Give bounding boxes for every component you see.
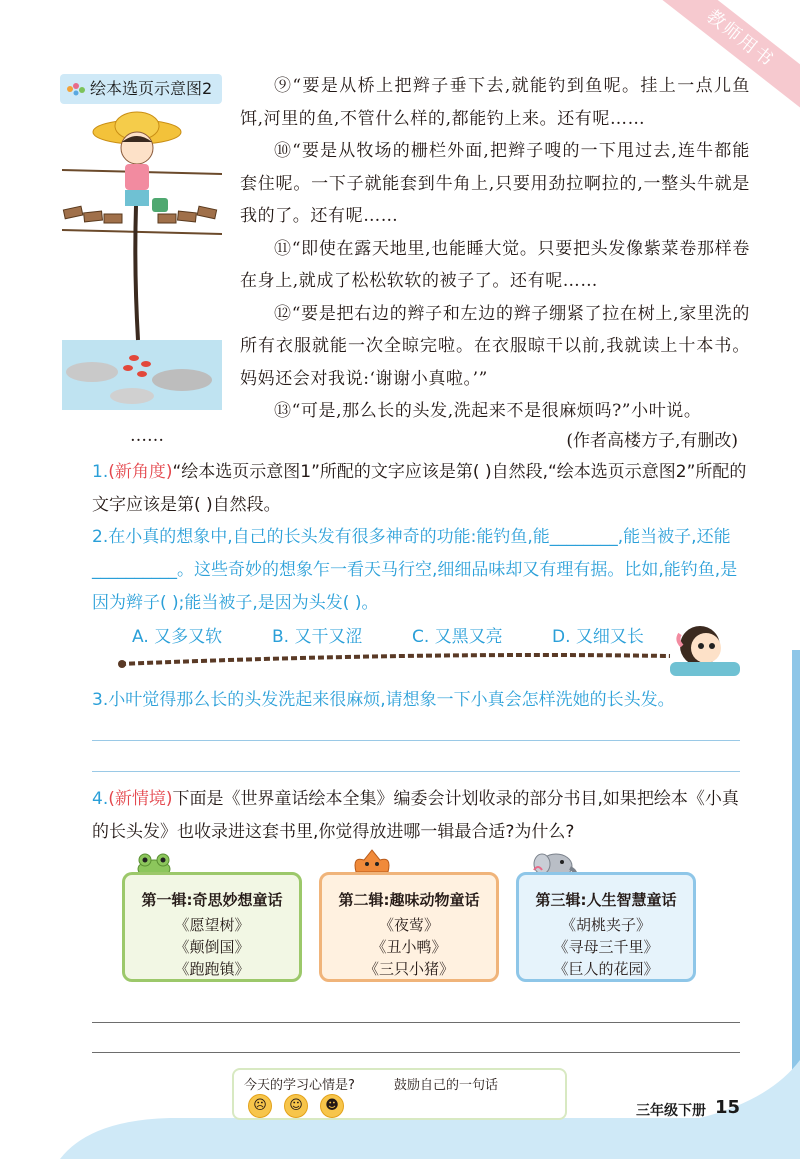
question-3-text: 小叶觉得那么长的头发洗起来很麻烦,请想象一下小真会怎样洗她的长头发。 bbox=[108, 690, 675, 710]
question-4-text: 下面是《世界童话绘本全集》编委会计划收录的部分书目,如果把绘本《小真的长头发》也收录进这套书里,你觉得放进哪一辑最合适?为什么? bbox=[92, 789, 739, 842]
question-1-number: 1. bbox=[92, 462, 109, 482]
palette-dots-icon bbox=[66, 82, 86, 96]
question-4-number: 4. bbox=[92, 789, 109, 809]
collection-2-book-3: 《三只小猪》 bbox=[363, 960, 454, 978]
mood-box bbox=[232, 1068, 567, 1120]
question-2-text: 在小真的想象中,自己的长头发有很多神奇的功能:能钓鱼,能________,能当被子,还能__________。这些奇妙的想象乍一看天马行空,细细品味却又有理有据。比如,能钓鱼,是因为辫子( );能当被子,是因为头发( )。 bbox=[92, 527, 738, 613]
collection-1-title: 第一辑:奇思妙想童话 bbox=[141, 891, 283, 909]
question-1 bbox=[92, 456, 752, 522]
answer-line-q3-2[interactable] bbox=[92, 771, 740, 772]
answer-line-q4-1[interactable] bbox=[92, 1022, 740, 1023]
collection-box-1 bbox=[122, 872, 302, 982]
collection-3-book-3: 《巨人的花园》 bbox=[553, 960, 659, 978]
answer-line-q4-2[interactable] bbox=[92, 1052, 740, 1053]
source-credit: (作者高楼方子,有删改) bbox=[566, 431, 738, 451]
grade-label: 三年级下册 bbox=[636, 1103, 706, 1119]
figure-caption-text: 绘本选页示意图2 bbox=[90, 79, 213, 98]
option-b[interactable]: B. 又干又涩 bbox=[272, 627, 363, 647]
story-text bbox=[240, 70, 750, 428]
story-paragraph-9: ⑨“要是从桥上把辫子垂下去,就能钓到鱼呢。挂上一点儿鱼饵,河里的鱼,不管什么样的,都能钓上来。还有呢…… bbox=[240, 76, 750, 129]
collection-box-2 bbox=[319, 872, 499, 982]
girl-on-bridge-illustration bbox=[62, 110, 222, 410]
question-4 bbox=[92, 783, 752, 849]
option-d[interactable]: D. 又细又长 bbox=[552, 627, 644, 647]
collection-1-book-1: 《愿望树》 bbox=[174, 916, 250, 934]
question-2 bbox=[92, 521, 752, 620]
happy-face-icon[interactable]: ☻ bbox=[320, 1094, 344, 1118]
collection-1-book-2: 《颠倒国》 bbox=[174, 938, 250, 956]
page-number: 15 bbox=[715, 1097, 741, 1118]
mood-question: 今天的学习心情是? bbox=[244, 1078, 355, 1093]
option-a[interactable]: A. 又多又软 bbox=[132, 627, 223, 647]
story-paragraph-13: ⑬“可是,那么长的头发,洗起来不是很麻烦吗?”小叶说。 bbox=[274, 401, 702, 421]
figure-caption bbox=[60, 74, 222, 104]
collection-box-3 bbox=[516, 872, 696, 982]
story-paragraph-11: ⑪“即使在露天地里,也能睡大觉。只要把头发像紫菜卷那样卷在身上,就成了松松软软的被子了。还有呢…… bbox=[240, 238, 750, 291]
smile-face-icon[interactable]: ☺ bbox=[284, 1094, 308, 1118]
story-paragraph-12: ⑫“要是把右边的辫子和左边的辫子绷紧了拉在树上,家里洗的所有衣服就能一次全晾完啦。在衣服晾干以前,我就读上十本书。妈妈还会对我说:‘谢谢小真啦。’” bbox=[240, 303, 750, 389]
teacher-book-mark: 教师用书 bbox=[651, 0, 800, 114]
answer-line-q3-1[interactable] bbox=[92, 740, 740, 741]
collection-2-title: 第二辑:趣味动物童话 bbox=[338, 891, 480, 909]
collection-3-title: 第三辑:人生智慧童话 bbox=[535, 891, 677, 909]
braid-girl-decoration bbox=[110, 612, 760, 682]
collection-2-book-1: 《夜莺》 bbox=[378, 916, 439, 934]
omission-ellipsis: …… bbox=[130, 426, 164, 446]
collection-3-book-1: 《胡桃夹子》 bbox=[560, 916, 651, 934]
question-1-tag: (新角度) bbox=[108, 462, 173, 482]
collection-1-book-3: 《跑跑镇》 bbox=[174, 960, 250, 978]
story-paragraph-10: ⑩“要是从牧场的栅栏外面,把辫子嗖的一下甩过去,连牛都能套住呢。一下子就能套到牛角上,只要用劲拉啊拉的,一整头牛就是我的了。还有呢…… bbox=[240, 141, 750, 226]
sad-face-icon[interactable]: ☹ bbox=[248, 1094, 272, 1118]
option-c[interactable]: C. 又黑又亮 bbox=[412, 627, 503, 647]
question-1-text: “绘本选页示意图1”所配的文字应该是第( )自然段,“绘本选页示意图2”所配的文字应该是第( )自然段。 bbox=[92, 462, 747, 515]
question-3-number: 3. bbox=[92, 690, 109, 710]
question-4-tag: (新情境) bbox=[108, 789, 173, 809]
collection-2-book-2: 《丑小鸭》 bbox=[371, 938, 447, 956]
question-3 bbox=[92, 684, 752, 717]
collection-3-book-2: 《寻母三千里》 bbox=[553, 938, 659, 956]
encourage-prompt: 鼓励自己的一句话 bbox=[394, 1078, 499, 1093]
question-2-number: 2. bbox=[92, 527, 109, 547]
